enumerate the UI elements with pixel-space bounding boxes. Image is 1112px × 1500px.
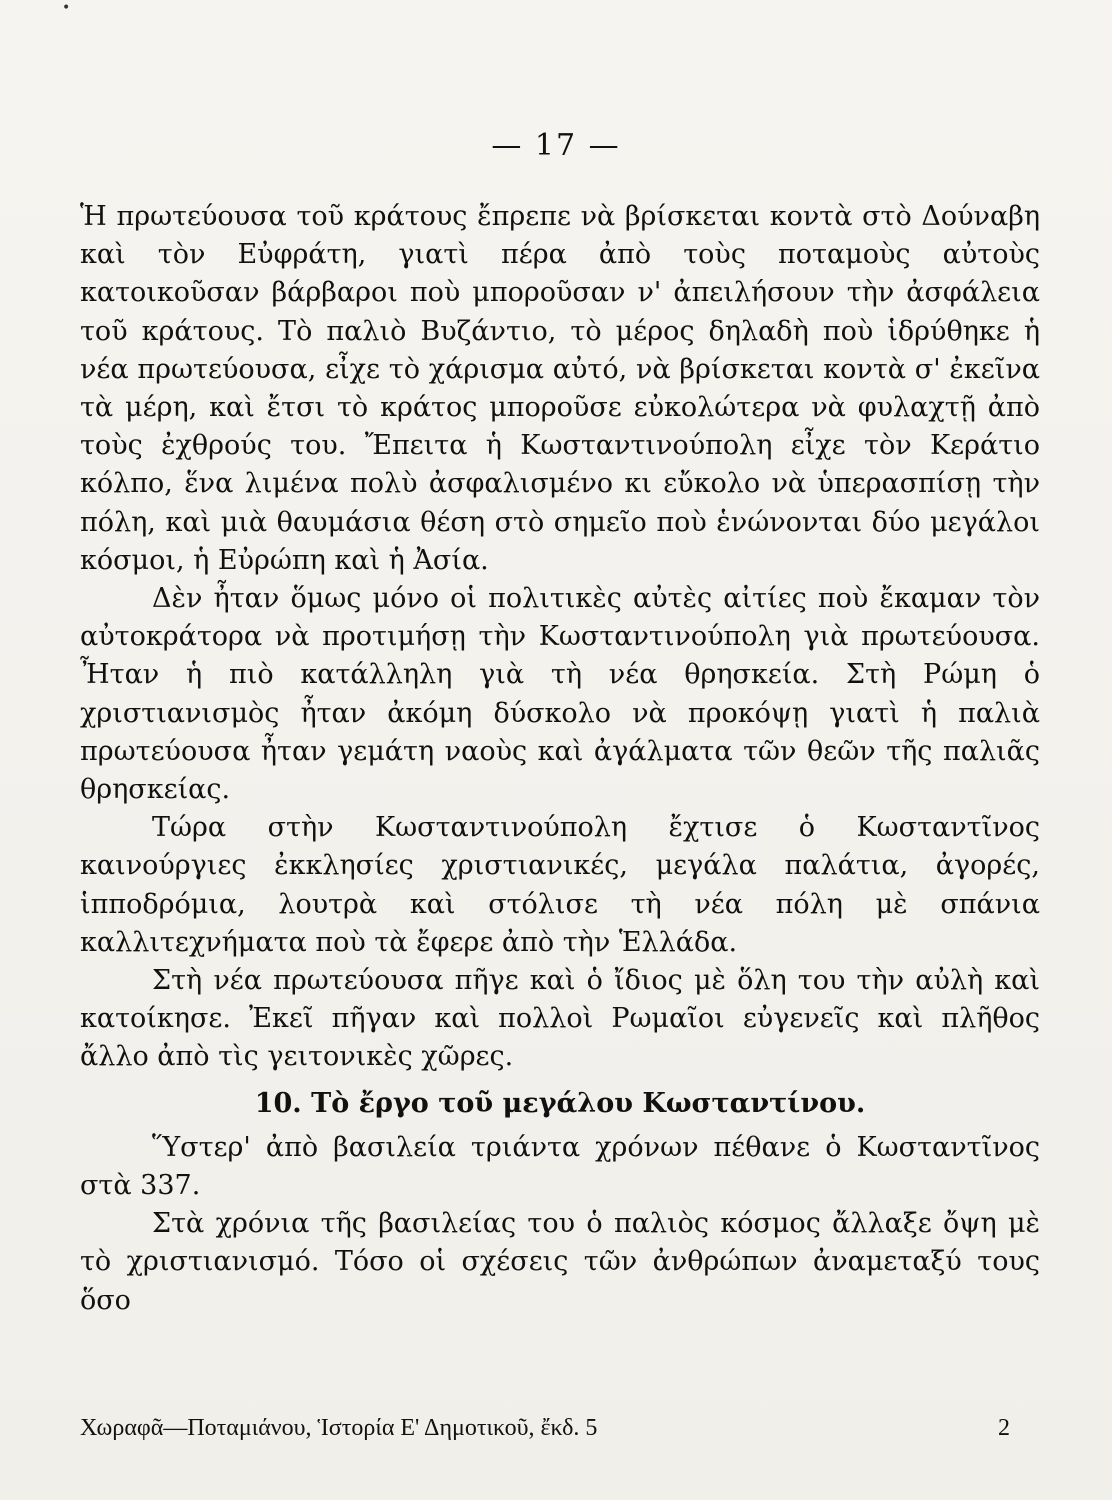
print-mark: •	[62, 0, 71, 16]
body-text	[80, 198, 1040, 1320]
paragraph: Τώρα στὴν Κωσταντινούπολη ἔχτισε ὁ Κωσταντῖνος καινούργιες ἐκκλησίες χριστιανικές, μεγάλα παλάτια, ἀγορές, ἱπποδρόμια, λουτρὰ καὶ στόλισε τὴ νέα πόλη μὲ σπάνια καλλιτεχνήματα ποὺ τὰ ἔφερε ἀπὸ τὴν Ἑλλάδα.	[80, 812, 1040, 958]
paragraph: Ἡ πρωτεύουσα τοῦ κράτους ἔπρεπε νὰ βρίσκεται κοντὰ στὸ Δούναβη καὶ τὸν Εὐφράτη, γιατὶ πέρα ἀπὸ τοὺς ποταμοὺς αὐτοὺς κατοικοῦσαν βάρβαροι ποὺ μποροῦσαν ν' ἀπειλήσουν τὴν ἀσφάλεια τοῦ κράτους. Τὸ παλιὸ Βυζάντιο, τὸ μέρος δηλαδὴ ποὺ ἱδρύθηκε ἡ νέα πρωτεύουσα, εἶχε τὸ χάρισμα αὐτό, νὰ βρίσκεται κοντὰ σ' ἐκεῖνα τὰ μέρη, καὶ ἔτσι τὸ κράτος μποροῦσε εὐκολώτερα νὰ φυλαχτῇ ἀπὸ τοὺς ἐχθρούς του. Ἔπειτα ἡ Κωσταντινούπολη εἶχε τὸν Κεράτιο κόλπο, ἕνα λιμένα πολὺ ἀσφαλισμένο κι εὔκολο νὰ ὑπερασπίσῃ τὴν πόλη, καὶ μιὰ θαυμάσια θέση στὸ σημεῖο ποὺ ἑνώνονται δύο μεγάλοι κόσμοι, ἡ Εὐρώπη καὶ ἡ Ἀσία.	[80, 201, 1040, 576]
footer-signature: Χωραφᾶ—Ποταμιάνου, Ἱστορία Ε' Δημοτικοῦ, ἔκδ. 5	[80, 1415, 598, 1441]
section-heading: 10. Τὸ ἔργο τοῦ μεγάλου Κωσταντίνου.	[254, 1087, 866, 1119]
page-footer	[80, 1415, 1040, 1442]
page-number: — 17 —	[491, 128, 621, 163]
paragraph: Δὲν ἦταν ὅμως μόνο οἱ πολιτικὲς αὐτὲς αἰτίες ποὺ ἔκαμαν τὸν αὐτοκράτορα νὰ προτιμήσῃ τὴν Κωσταντινούπολη γιὰ πρωτεύουσα. Ἦταν ἡ πιὸ κατάλληλη γιὰ τὴ νέα θρησκεία. Στὴ Ρώμη ὁ χριστιανισμὸς ἦταν ἀκόμη δύσκολο νὰ προκόψῃ γιατὶ ἡ παλιὰ πρωτεύουσα ἦταν γεμάτη ναοὺς καὶ ἀγάλματα τῶν θεῶν τῆς παλιᾶς θρησκείας.	[80, 583, 1040, 806]
signature-number: 2	[998, 1415, 1010, 1441]
paragraph: Στὴ νέα πρωτεύουσα πῆγε καὶ ὁ ἴδιος μὲ ὅλη του τὴν αὐλὴ καὶ κατοίκησε. Ἐκεῖ πῆγαν καὶ πολλοὶ Ρωμαῖοι εὐγενεῖς καὶ πλῆθος ἄλλο ἀπὸ τὶς γειτονικὲς χῶρες.	[80, 965, 1040, 1073]
paragraph: Ὕστερ' ἀπὸ βασιλεία τριάντα χρόνων πέθανε ὁ Κωσταντῖνος στὰ 337.	[80, 1131, 1040, 1202]
paragraph: Στὰ χρόνια τῆς βασιλείας του ὁ παλιὸς κόσμος ἄλλαξε ὄψη μὲ τὸ χριστιανισμό. Τόσο οἱ σχέσεις τῶν ἀνθρώπων ἀναμεταξύ τους ὅσο	[80, 1208, 1040, 1316]
